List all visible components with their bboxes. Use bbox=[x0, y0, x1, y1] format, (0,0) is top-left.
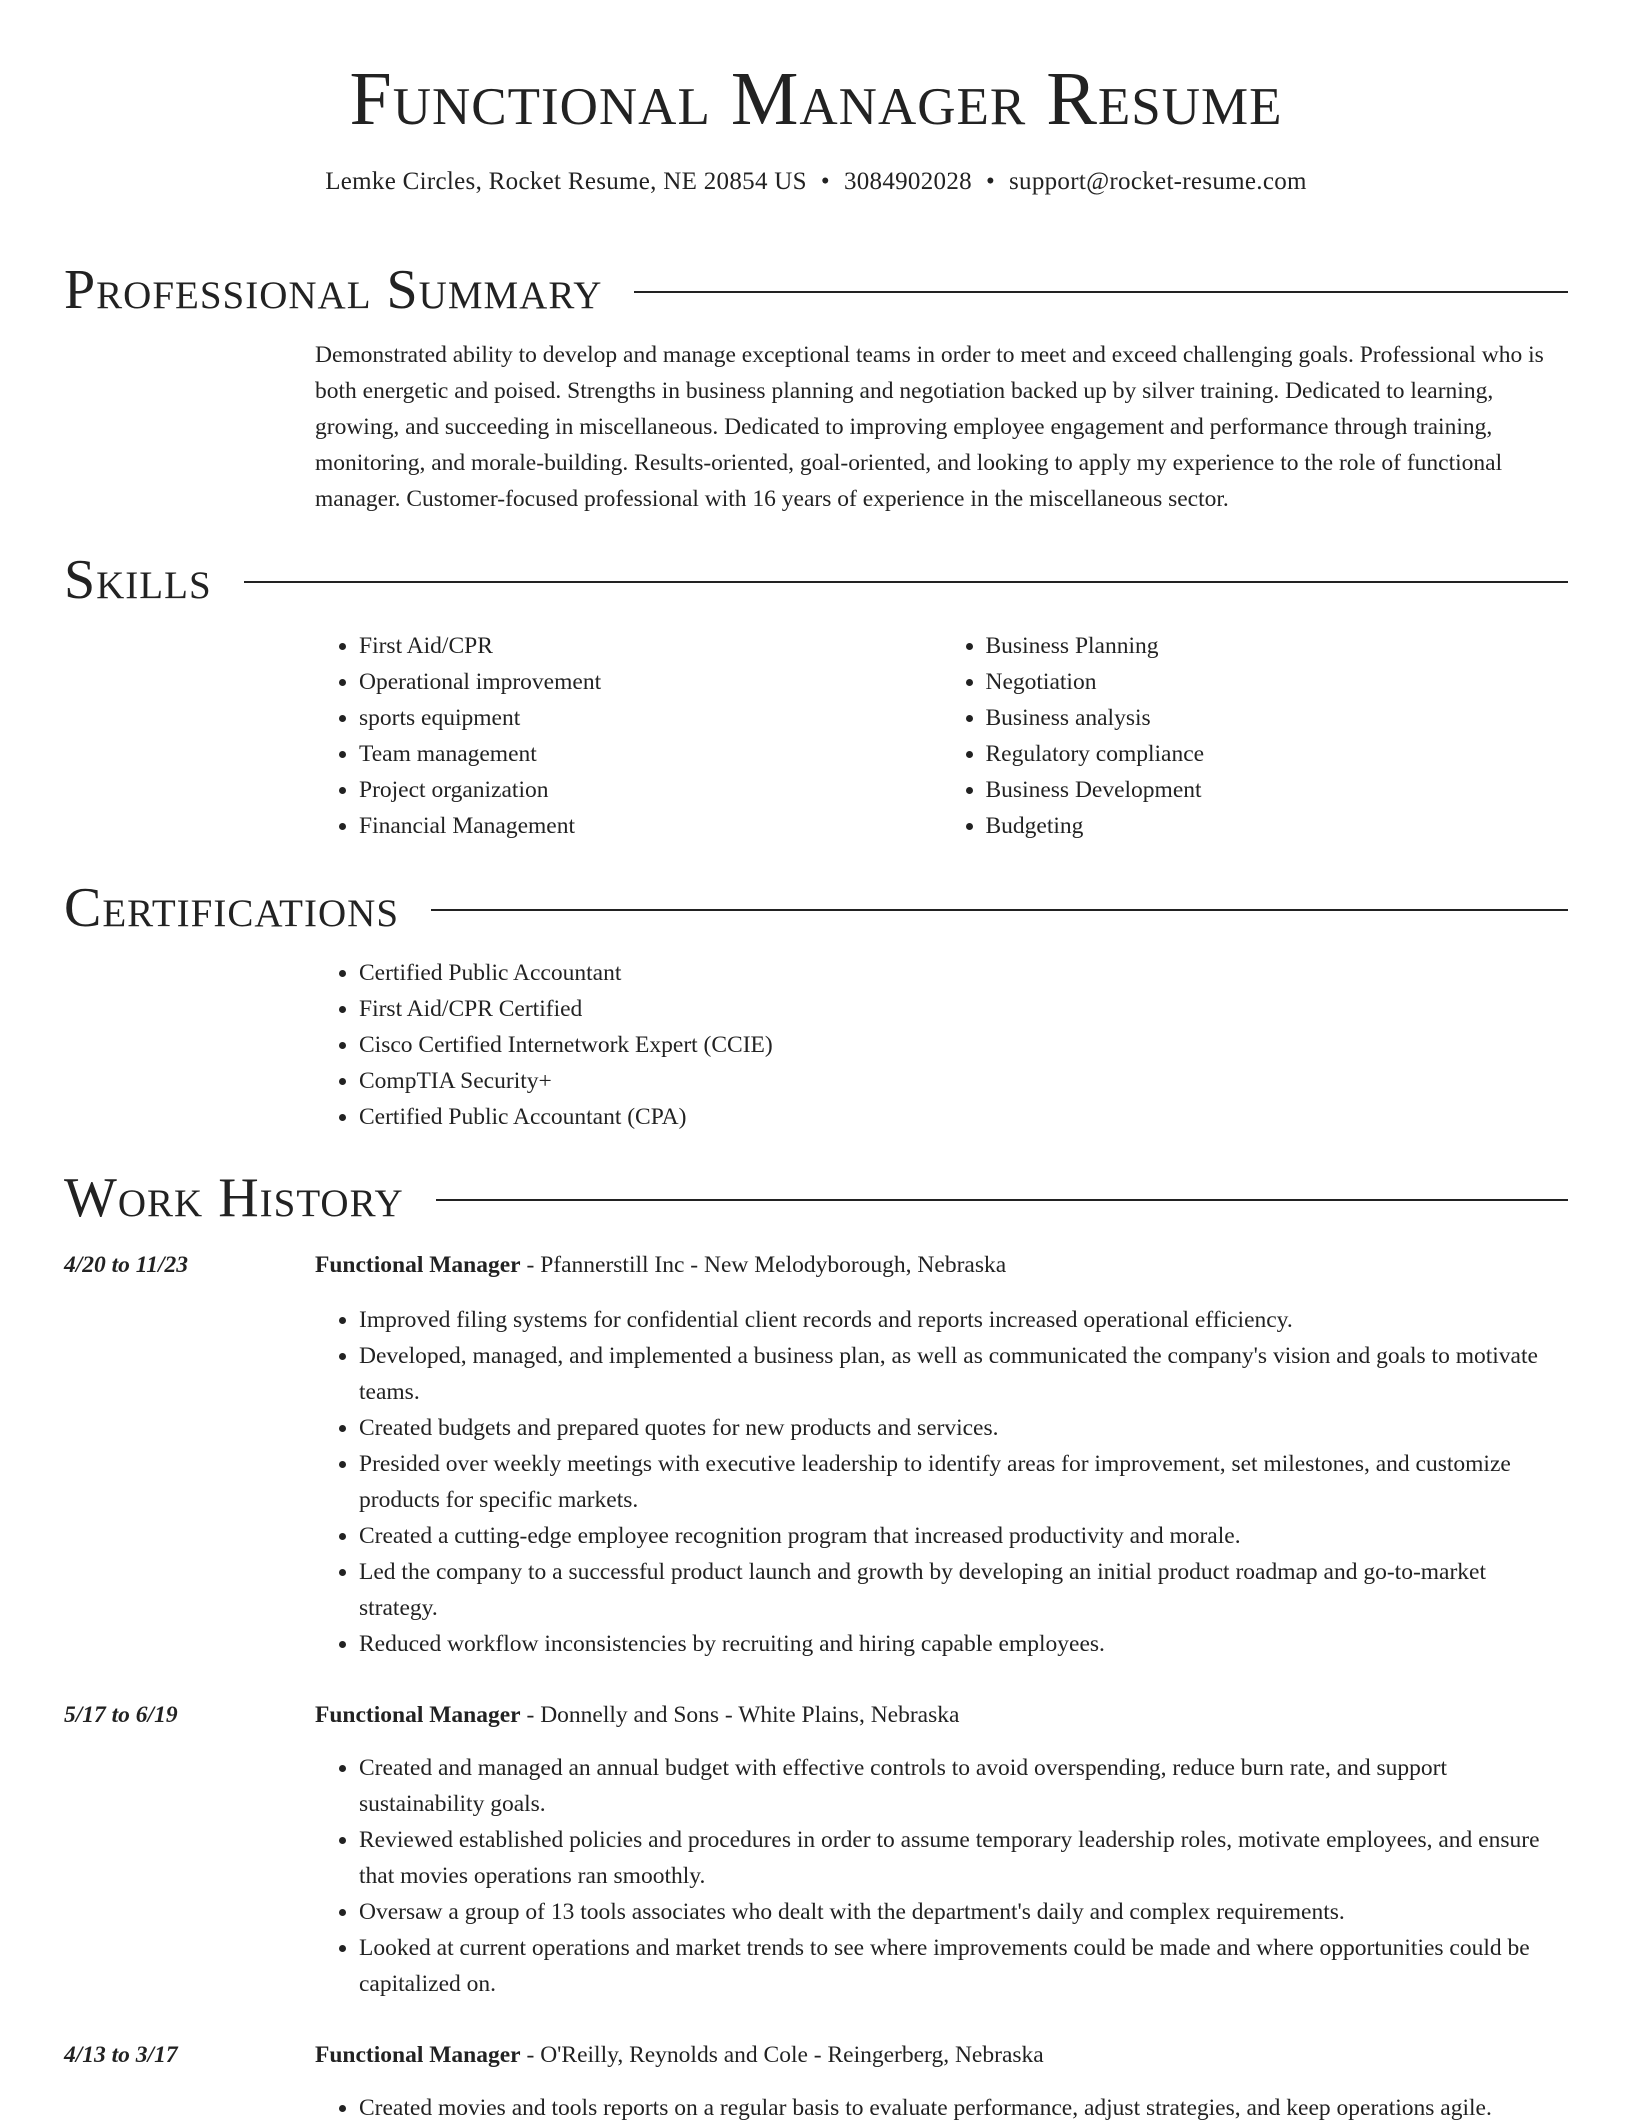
job-heading bbox=[315, 2037, 1568, 2073]
skills-list bbox=[315, 628, 1568, 844]
section-divider bbox=[431, 909, 1568, 911]
job-bullet-list bbox=[315, 2090, 1568, 2126]
skill-item: • Negotiation bbox=[986, 664, 1569, 700]
skill-item: • Project organization bbox=[359, 772, 942, 808]
job-bullet: • Created movies and tools reports on a regular basis to evaluate performance, adjust strategies, and keep operations agile. bbox=[359, 2090, 1568, 2126]
certifications-heading: Certifications bbox=[64, 877, 400, 939]
job-bullet: • Developed, managed, and implemented a business plan, as well as communicated the company's vision and goals to motivate teams. bbox=[359, 1338, 1568, 1410]
summary-text: Demonstrated ability to develop and manage exceptional teams in order to meet and exceed challenging goals. Professional who is both energetic and poised. Strengths in business planning and negotiation backed up by silver training. Dedicated to learning, growing, and succeeding in miscellaneous. Dedicated to improving employee engagement and performance through training, monitoring, and morale-building. Results-oriented, goal-oriented, and looking to apply my experience to the role of functional manager. Customer-focused professional with 16 years of experience in the miscellaneous sector. bbox=[315, 342, 1544, 512]
skill-item: • Team management bbox=[359, 736, 942, 772]
skills-section-header bbox=[64, 549, 1568, 611]
contact-separator: • bbox=[820, 167, 830, 195]
job-title: Functional Manager bbox=[315, 1252, 521, 1278]
section-divider bbox=[244, 581, 1568, 583]
skills-column-left bbox=[315, 628, 942, 844]
job-dates: 4/20 to 11/23 bbox=[64, 1252, 189, 1278]
section-divider bbox=[634, 291, 1568, 293]
skill-item: • Business Development bbox=[986, 772, 1569, 808]
job-bullet: • Created and managed an annual budget with effective controls to avoid overspending, reduce burn rate, and support sustainability goals. bbox=[359, 1750, 1568, 1822]
job-details: - O'Reilly, Reynolds and Cole - Reingerberg, Nebraska bbox=[520, 2042, 1044, 2068]
job-bullet: • Looked at current operations and market trends to see where improvements could be made and where opportunities could be capitalized on. bbox=[359, 1930, 1568, 2002]
work-history-section-header bbox=[64, 1167, 1568, 1229]
job-title: Functional Manager bbox=[315, 2042, 521, 2068]
job-bullet: • Oversaw a group of 13 tools associates who dealt with the department's daily and complex requirements. bbox=[359, 1894, 1568, 1930]
summary-section-header bbox=[64, 259, 1568, 321]
job-bullet: • Led the company to a successful product launch and growth by developing an initial product roadmap and go-to-market strategy. bbox=[359, 1554, 1568, 1626]
resume-title: Functional Manager Resume bbox=[349, 57, 1283, 141]
contact-address: Lemke Circles, Rocket Resume, NE 20854 US bbox=[325, 167, 807, 195]
job-details: - Donnelly and Sons - White Plains, Nebraska bbox=[520, 1702, 960, 1728]
skill-item: • First Aid/CPR bbox=[359, 628, 942, 664]
skill-item: • Budgeting bbox=[986, 808, 1569, 844]
job-bullet: • Reduced workflow inconsistencies by recruiting and hiring capable employees. bbox=[359, 1626, 1568, 1662]
job-bullet-list bbox=[315, 1302, 1568, 1662]
job-bullet: • Improved filing systems for confidential client records and reports increased operational efficiency. bbox=[359, 1302, 1568, 1338]
job-dates: 4/13 to 3/17 bbox=[64, 2042, 178, 2068]
job-bullet-list bbox=[315, 1750, 1568, 2002]
job-bullet: • Created budgets and prepared quotes for new products and services. bbox=[359, 1410, 1568, 1446]
job-heading bbox=[315, 1247, 1568, 1283]
skill-item: • Operational improvement bbox=[359, 664, 942, 700]
job-title: Functional Manager bbox=[315, 1702, 521, 1728]
skill-item: • Business analysis bbox=[986, 700, 1569, 736]
summary-heading: Professional Summary bbox=[64, 259, 603, 321]
skills-column-right bbox=[942, 628, 1569, 844]
certification-item: • CompTIA Security+ bbox=[359, 1063, 1568, 1099]
section-divider bbox=[436, 1199, 1568, 1201]
contact-email: support@rocket-resume.com bbox=[1009, 167, 1307, 195]
skill-item: • sports equipment bbox=[359, 700, 942, 736]
skill-item: • Financial Management bbox=[359, 808, 942, 844]
job-bullet: • Reviewed established policies and procedures in order to assume temporary leadership roles, motivate employees, and ensure that movies operations ran smoothly. bbox=[359, 1822, 1568, 1894]
contact-line bbox=[0, 168, 1632, 196]
certification-item: • First Aid/CPR Certified bbox=[359, 991, 1568, 1027]
skill-item: • Regulatory compliance bbox=[986, 736, 1569, 772]
job-heading bbox=[315, 1697, 1568, 1733]
certifications-list bbox=[315, 955, 1568, 1135]
work-history-heading: Work History bbox=[64, 1167, 404, 1229]
skill-item: • Business Planning bbox=[986, 628, 1569, 664]
contact-phone: 3084902028 bbox=[843, 167, 972, 195]
certifications-section-header bbox=[64, 877, 1568, 939]
certification-item: • Certified Public Accountant (CPA) bbox=[359, 1099, 1568, 1135]
skills-heading: Skills bbox=[64, 549, 212, 611]
job-details: - Pfannerstill Inc - New Melodyborough, Nebraska bbox=[520, 1252, 1007, 1278]
certification-item: • Certified Public Accountant bbox=[359, 955, 1568, 991]
job-dates: 5/17 to 6/19 bbox=[64, 1702, 178, 1728]
contact-separator: • bbox=[985, 167, 995, 195]
certification-item: • Cisco Certified Internetwork Expert (CCIE) bbox=[359, 1027, 1568, 1063]
job-bullet: • Presided over weekly meetings with executive leadership to identify areas for improvement, set milestones, and customize products for specific markets. bbox=[359, 1446, 1568, 1518]
job-bullet: • Created a cutting-edge employee recognition program that increased productivity and morale. bbox=[359, 1518, 1568, 1554]
